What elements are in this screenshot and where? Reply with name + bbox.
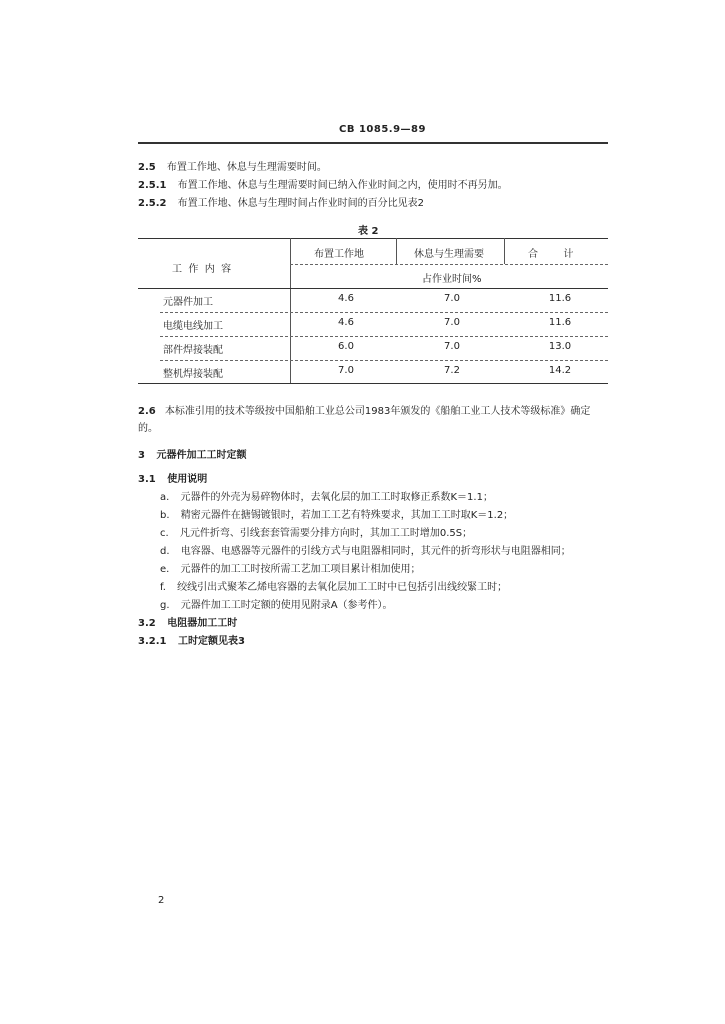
- list-label: f.: [160, 582, 166, 593]
- list-text: 元器件的外壳为易碎物体时，去氧化层的加工工时取修正系数K＝1.1；: [180, 492, 493, 503]
- header-mid-rule: [290, 264, 608, 265]
- paragraph-text: 布置工作地、休息与生理时间占作业时间的百分比见表2: [177, 198, 425, 209]
- section-2-5-heading: [138, 158, 327, 173]
- row-name: 元器件加工: [163, 297, 213, 308]
- section-title: 电阻器加工工时: [167, 618, 238, 629]
- header-bottom-rule: [138, 288, 608, 289]
- column-header-total: 合 计: [528, 249, 574, 260]
- section-2-6: [138, 402, 590, 417]
- list-text: 元器件加工工时定额的使用见附录A（参考件）。: [180, 600, 393, 611]
- column-header-work: 工 作 内 容: [172, 264, 232, 275]
- table-divider: [504, 238, 505, 264]
- table-divider: [290, 238, 291, 383]
- row-rest: 7.0: [444, 317, 460, 328]
- row-separator: [160, 312, 608, 313]
- list-item: [160, 506, 513, 521]
- row-name: 整机焊接装配: [163, 369, 223, 380]
- list-item: [160, 560, 421, 575]
- section-2-6-continued: 的。: [138, 423, 158, 434]
- list-item: [160, 488, 493, 503]
- sub-header-percent: 占作业时间%: [422, 274, 482, 285]
- section-3-2-1-heading: [138, 632, 245, 647]
- list-item: [160, 542, 571, 557]
- row-total: 11.6: [548, 293, 572, 304]
- table-divider: [396, 238, 397, 264]
- section-number: 3.2.1: [138, 636, 167, 647]
- list-label: d.: [160, 546, 170, 557]
- row-total: 11.6: [548, 317, 572, 328]
- section-number: 2.6: [138, 406, 156, 417]
- list-text: 绞线引出式聚苯乙烯电容器的去氧化层加工工时中已包括引出线绞緊工时；: [177, 582, 508, 593]
- section-number: 2.5.2: [138, 198, 167, 209]
- section-2-5-2: [138, 194, 424, 209]
- section-number: 2.5.1: [138, 180, 167, 191]
- row-layout: 4.6: [338, 317, 354, 328]
- row-rest: 7.0: [444, 341, 460, 352]
- section-title: 布置工作地、休息与生理需要时间。: [166, 162, 327, 173]
- row-total: 13.0: [548, 341, 572, 352]
- list-item: [160, 596, 393, 611]
- column-header-rest: 休息与生理需要: [414, 249, 484, 260]
- list-label: b.: [160, 510, 170, 521]
- page-number: 2: [158, 895, 165, 906]
- section-title: 使用说明: [167, 474, 208, 485]
- row-layout: 6.0: [338, 341, 354, 352]
- section-number: 3.2: [138, 618, 156, 629]
- section-number: 3.1: [138, 474, 156, 485]
- list-label: e.: [160, 564, 170, 575]
- row-separator: [160, 336, 608, 337]
- list-label: g.: [160, 600, 170, 611]
- paragraph-text: 布置工作地、休息与生理需要时间已纳入作业时间之内，使用时不再另加。: [177, 180, 508, 191]
- row-layout: 4.6: [338, 293, 354, 304]
- list-text: 凡元件折弯、引线套套管需要分排方向时，其加工工时增加0.5S；: [179, 528, 473, 539]
- section-2-5-1: [138, 176, 508, 191]
- list-item: [160, 578, 507, 593]
- table-caption: 表 2: [358, 226, 379, 237]
- list-label: a.: [160, 492, 170, 503]
- section-title: 工时定额见表3: [177, 636, 245, 647]
- row-rest: 7.2: [444, 365, 460, 376]
- section-3-1-heading: [138, 470, 207, 485]
- row-total: 14.2: [548, 365, 572, 376]
- list-text: 元器件的加工工时按所需工艺加工项目累计相加使用；: [180, 564, 421, 575]
- table-bottom-rule: [138, 383, 608, 384]
- row-separator: [160, 360, 608, 361]
- section-3-heading: [138, 446, 246, 461]
- row-rest: 7.0: [444, 293, 460, 304]
- list-item: [160, 524, 472, 539]
- table-top-rule: [138, 238, 608, 239]
- row-name: 电缆电线加工: [163, 321, 223, 332]
- column-header-layout: 布置工作地: [314, 249, 364, 260]
- section-number: 3: [138, 450, 145, 461]
- list-text: 电容器、电感器等元器件的引线方式与电阻器相同时，其元件的折弯形状与电阻器相同；: [180, 546, 571, 557]
- header-rule: [138, 142, 608, 144]
- list-label: c.: [160, 528, 169, 539]
- paragraph-text: 本标准引用的技术等级按中国船舶工业总公司1983年颁发的《船舶工业工人技术等级标准》确定: [164, 406, 591, 417]
- section-3-2-heading: [138, 614, 237, 629]
- section-title: 元器件加工工时定额: [156, 450, 247, 461]
- row-layout: 7.0: [338, 365, 354, 376]
- list-text: 精密元器件在搪锡镀银时，若加工工艺有特殊要求，其加工工时取K＝1.2；: [180, 510, 514, 521]
- section-number: 2.5: [138, 162, 156, 173]
- row-name: 部件焊接装配: [163, 345, 223, 356]
- document-number-header: CB 1085.9—89: [339, 124, 426, 135]
